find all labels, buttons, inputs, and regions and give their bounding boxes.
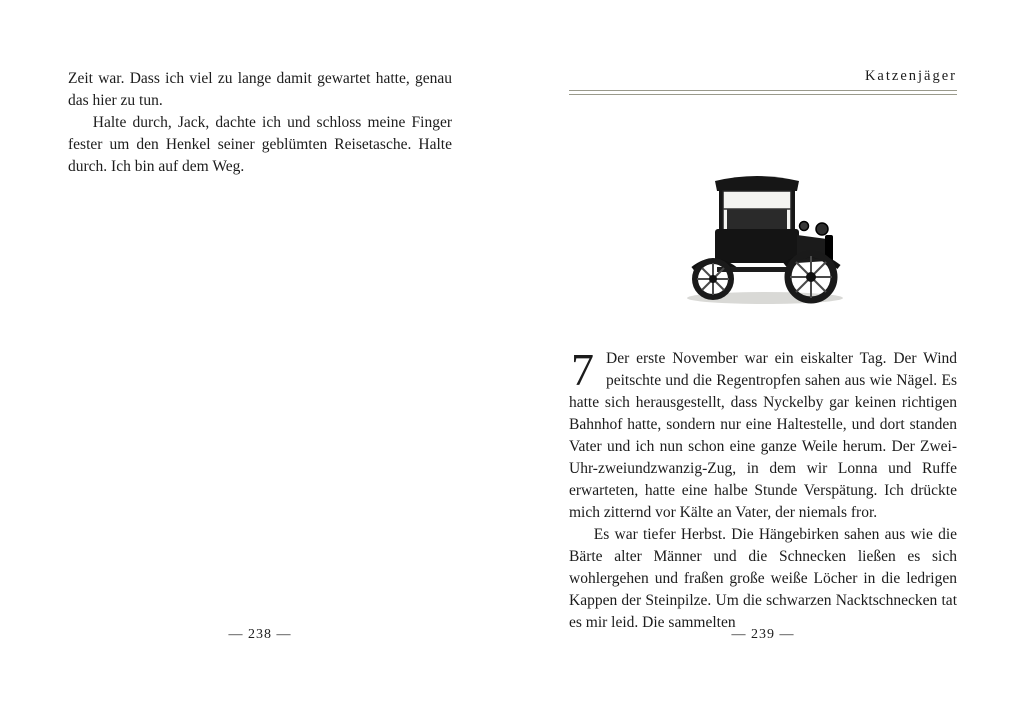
running-head: Katzenjäger [864,68,957,84]
right-page [569,68,957,634]
page-number-left: — 238 — [228,627,292,642]
paragraph: Es war tiefer Herbst. Die Hängebirken sahen aus wie die Bärte alter Männer und die Schnecken ließen es sich wohlergehen und fraßen große weiße Löcher in die ledrigen Kappen der Steinpilze. Um die schwarzen Nacktschnecken tat es mir leid. Die sammelten [569,526,957,631]
section-rule [569,90,957,95]
vintage-car-illustration [673,165,853,310]
paragraph: Halte durch, Jack, dachte ich und schloss meine Finger fester um den Henkel seiner geblümten Reisetasche. Halte durch. Ich bin auf dem Weg. [68,114,452,175]
vintage-car-drawing [673,165,853,310]
page-number-right: — 239 — [731,627,795,642]
chapter-text [569,344,957,634]
paragraph: Der erste November war ein eiskalter Tag. Der Wind peitschte und die Regentropfen sahen aus wie Nägel. Es hatte sich herausgestellt, dass Nyckelby gar keinen richtigen Bahnhof hatte, sondern nur eine Haltestelle, und dort standen Vater und ich nun schon eine ganze Weile herum. Der Zwei-Uhr-zweiundzwanzig-Zug, in dem wir Lonna und Ruffe erwarteten, hatte eine halbe Stunde Verspätung. Ich drückte mich zitternd vor Kälte an Vater, der niemals fror. [569,350,957,521]
chapter-opening-paragraph [569,344,957,524]
left-page-text [68,68,452,178]
paragraph: Zeit war. Dass ich viel zu lange damit gewartet hatte, genau das hier zu tun. [68,70,452,109]
chapter-number: 7 [571,344,594,395]
